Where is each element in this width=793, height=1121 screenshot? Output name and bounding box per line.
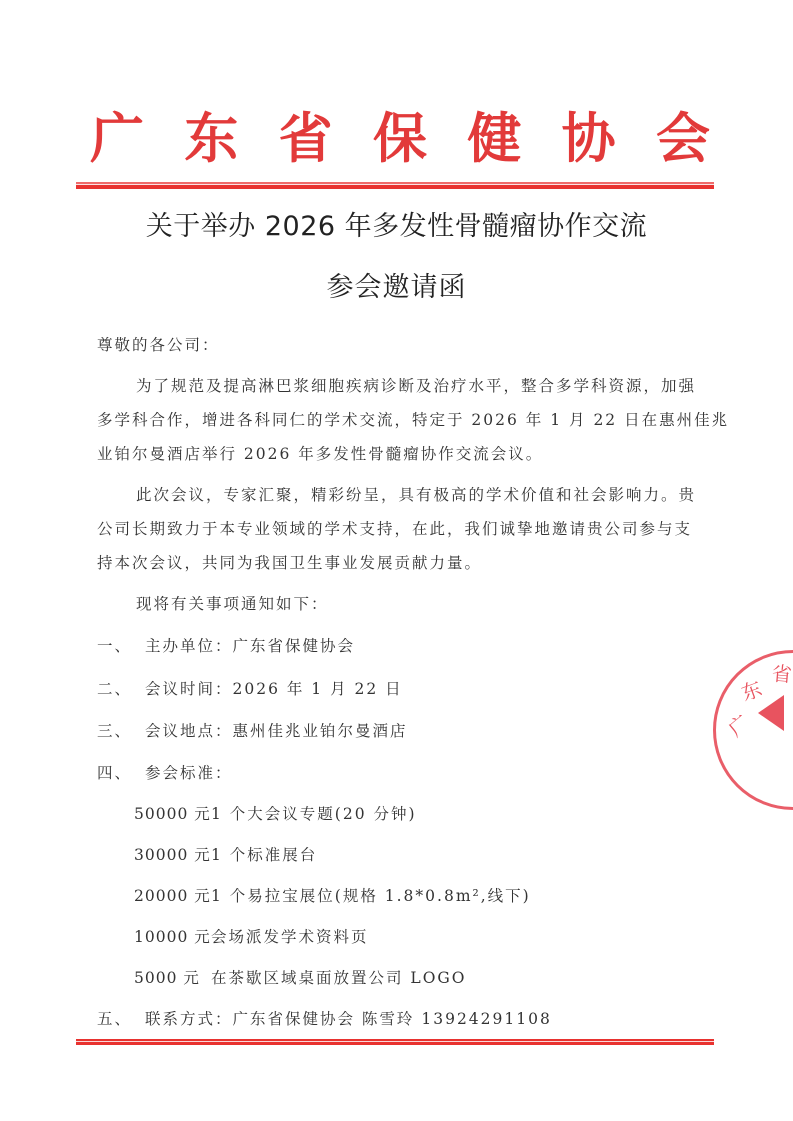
item-meeting-venue: 会议地点：惠州佳兆业铂尔曼酒店 [145,722,408,740]
letterhead-char: 广 [90,107,144,170]
paragraph-2-line-3: 持本次会议，共同为我国卫生事业发展贡献力量。 [97,554,483,572]
letterhead-char: 健 [467,107,522,170]
fee-amount: 50000 元 [134,805,211,823]
fee-amount: 5000 元 [134,969,200,987]
item-meeting-time: 会议时间：2026 年 1 月 22 日 [145,680,403,698]
fee-amount: 20000 元 [134,887,211,905]
fee-amount: 30000 元 [134,846,211,864]
paragraph-1-line-3: 业铂尔曼酒店举行 2026 年多发性骨髓瘤协作交流会议。 [97,445,544,463]
item-contact: 联系方式：广东省保健协会 陈雪玲 13924291108 [145,1010,552,1028]
paragraph-2-line-1: 此次会议，专家汇聚，精彩纷呈，具有极高的学术价值和社会影响力。贵 [136,486,697,504]
letterhead-char: 协 [561,107,616,170]
item-number: 三、 [97,722,133,740]
paragraph-1-line-2: 多学科合作，增进各科同仁的学术交流，特定于 2026 年 1 月 22 日在惠州佳兆 [97,411,730,429]
fee-description: 会场派发学术资料页 [211,928,369,946]
letterhead-char: 保 [372,107,427,170]
letterhead-char: 省 [278,107,333,170]
document-title-line-2: 参会邀请函 [326,272,467,303]
salutation: 尊敬的各公司： [97,336,220,354]
seal-char: 省 [770,661,793,687]
item-participation-standard: 参会标准： [145,764,233,782]
letterhead-char: 东 [184,107,239,170]
item-number: 四、 [97,764,133,782]
item-number: 二、 [97,680,133,698]
paragraph-1-line-1: 为了规范及提高淋巴浆细胞疾病诊断及治疗水平，整合多学科资源，加强 [136,377,697,395]
item-number: 五、 [97,1010,133,1028]
fee-amount: 10000 元 [134,928,211,946]
fee-description: 1 个易拉宝展位(规格 1.8*0.8m²,线下) [211,887,531,905]
paragraph-2-line-2: 公司长期致力于本专业领域的学术支持，在此，我们诚挚地邀请贵公司参与支 [97,520,693,538]
letterhead-char: 会 [655,107,710,170]
fee-description: 1 个标准展台 [211,846,318,864]
letterhead-org-name [90,104,710,174]
fee-description: 在茶歇区域桌面放置公司 LOGO [211,969,467,987]
seal-char: 广 [723,710,755,742]
item-organizer: 主办单位：广东省保健协会 [145,637,356,655]
fee-description: 1 个大会议专题(20 分钟) [211,805,417,823]
document-title-line-1: 关于举办 2026 年多发性骨髓瘤协作交流 [145,211,648,242]
footer-divider [76,1039,714,1045]
notice-intro: 现将有关事项通知如下： [136,595,329,613]
seal-star-icon [758,695,784,731]
letterhead-divider [76,182,714,189]
seal-char: 东 [738,676,766,706]
item-number: 一、 [97,637,133,655]
